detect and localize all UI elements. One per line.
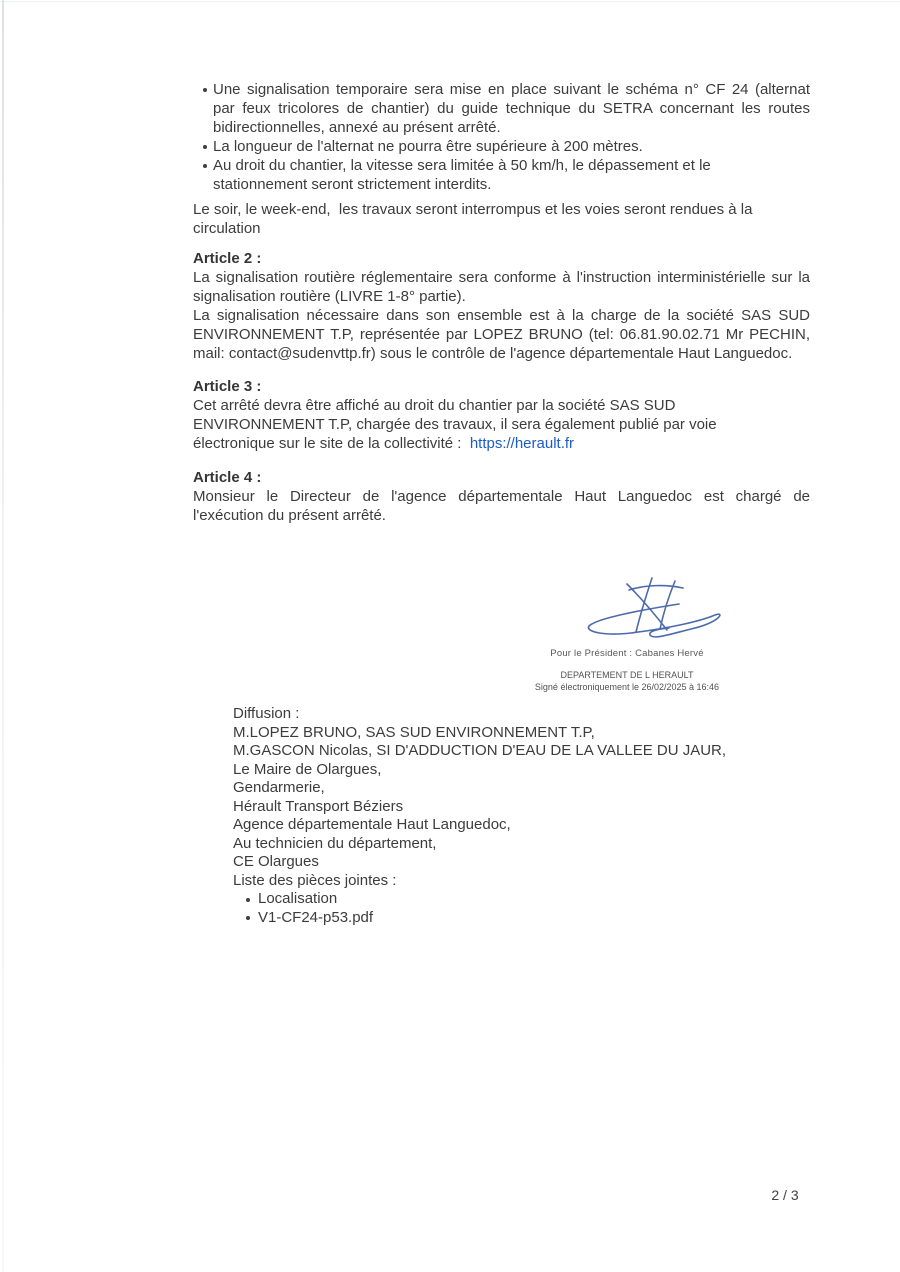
diffusion-recipient: CE Olargues xyxy=(233,853,319,870)
paragraph-line: l'exécution du présent arrêté. xyxy=(193,507,386,524)
bullet-line: Une signalisation temporaire sera mise en place suivant le schéma n° CF 24 (alternat xyxy=(213,81,810,98)
article-4-heading: Article 4 : xyxy=(193,469,262,486)
article-3-heading: Article 3 : xyxy=(193,378,262,395)
attachment-name: Localisation xyxy=(258,890,338,907)
bullet-dot-icon xyxy=(203,164,207,168)
page-indicator: 2 / 3 xyxy=(771,1187,799,1203)
bullet-text xyxy=(213,137,810,156)
scan-edge-artifact-top xyxy=(0,1,900,2)
diffusion-recipient-list xyxy=(233,724,726,872)
diffusion-recipient: Au technicien du département, xyxy=(233,834,437,852)
bullet-line: La longueur de l'alternat ne pourra être supérieure à 200 mètres. xyxy=(213,138,643,155)
herault-link[interactable]: https://herault.fr xyxy=(469,435,575,452)
attachments-title: Liste des pièces jointes : xyxy=(233,871,397,889)
paragraph-line: Monsieur le Directeur de l'agence départementale Haut Languedoc est chargé de xyxy=(193,488,810,505)
paragraph-line: Cet arrêté devra être affiché au droit du chantier par la société SAS SUD xyxy=(193,397,676,414)
signature-esign-note: Signé électroniquement le 26/02/2025 à 16:46 xyxy=(534,682,720,692)
paragraph-line: mail: contact@sudenvttp.fr) sous le contrôle de l'agence départementale Haut Languedoc. xyxy=(193,345,793,362)
diffusion-recipient: Agence départementale Haut Languedoc, xyxy=(233,816,511,833)
bullet-line: stationnement seront strictement interdits. xyxy=(213,176,492,193)
signature-ink-icon xyxy=(579,574,729,646)
article-2-heading: Article 2 : xyxy=(193,250,262,267)
bullet-line: Au droit du chantier, la vitesse sera limitée à 50 km/h, le dépassement et le xyxy=(213,157,711,174)
diffusion-recipient: Hérault Transport Béziers xyxy=(233,797,404,815)
bullet-text xyxy=(213,80,810,137)
paragraph-line: Le soir, le week-end, les travaux seront interrompus et les voies seront rendues à la xyxy=(193,201,753,218)
article-2-paragraph-2 xyxy=(193,306,810,363)
article-3-paragraph xyxy=(193,396,810,434)
bullet-item xyxy=(193,137,810,156)
article-3-link-prefix: électronique sur le site de la collectivité : xyxy=(193,435,470,452)
bullet-text xyxy=(213,156,810,194)
article-3-link-line xyxy=(193,434,810,453)
bullet-dot-icon xyxy=(203,145,207,149)
bullet-dot-icon xyxy=(246,916,250,920)
paragraph-line: ENVIRONNEMENT T.P, représentée par LOPEZ BRUNO (tel: 06.81.90.02.71 Mr PECHIN, xyxy=(193,326,810,343)
regulations-bullet-list xyxy=(193,80,810,194)
paragraph-line: La signalisation nécessaire dans son ensemble est à la charge de la société SAS SUD xyxy=(193,307,810,324)
article-3-section xyxy=(193,377,810,453)
diffusion-recipient: M.GASCON Nicolas, SI D'ADDUCTION D'EAU DE LA VALLEE DU JAUR, xyxy=(233,742,727,759)
diffusion-recipient: Le Maire de Olargues, xyxy=(233,760,382,778)
article-4-paragraph xyxy=(193,487,810,525)
diffusion-recipient: Gendarmerie, xyxy=(233,779,325,796)
attachment-item xyxy=(233,909,726,928)
bullet-dot-icon xyxy=(203,88,207,92)
attachment-item xyxy=(233,890,726,909)
scan-edge-artifact-left xyxy=(2,0,4,1272)
signature-signer-label: Pour le Président : Cabanes Hervé xyxy=(550,648,704,659)
bullet-dot-icon xyxy=(246,898,250,902)
diffusion-title: Diffusion : xyxy=(233,705,300,722)
article-4-section xyxy=(193,468,810,525)
article-2-paragraph-1 xyxy=(193,268,810,306)
diffusion-recipient: M.LOPEZ BRUNO, SAS SUD ENVIRONNEMENT T.P, xyxy=(233,723,595,741)
paragraph-line: ENVIRONNEMENT T.P, chargée des travaux, il sera également publié par voie xyxy=(193,416,717,433)
bullet-item xyxy=(193,156,810,194)
article-2-section xyxy=(193,249,810,363)
signature-organization: DEPARTEMENT DE L HERAULT xyxy=(560,670,694,680)
signature-block xyxy=(527,574,727,693)
paragraph-line: La signalisation routière réglementaire sera conforme à l'instruction interministérielle sur la xyxy=(193,269,810,286)
bullet-line: bidirectionnelles, annexé au présent arrêté. xyxy=(213,119,501,136)
bullet-line: par feux tricolores de chantier) du guide technique du SETRA concernant les routes xyxy=(213,100,810,117)
closing-paragraph xyxy=(193,200,810,238)
attachment-name: V1-CF24-p53.pdf xyxy=(258,908,374,926)
paragraph-line: signalisation routière (LIVRE 1-8° partie). xyxy=(193,288,466,305)
paragraph-line: circulation xyxy=(193,220,261,237)
diffusion-section xyxy=(233,705,726,927)
bullet-item xyxy=(193,80,810,137)
